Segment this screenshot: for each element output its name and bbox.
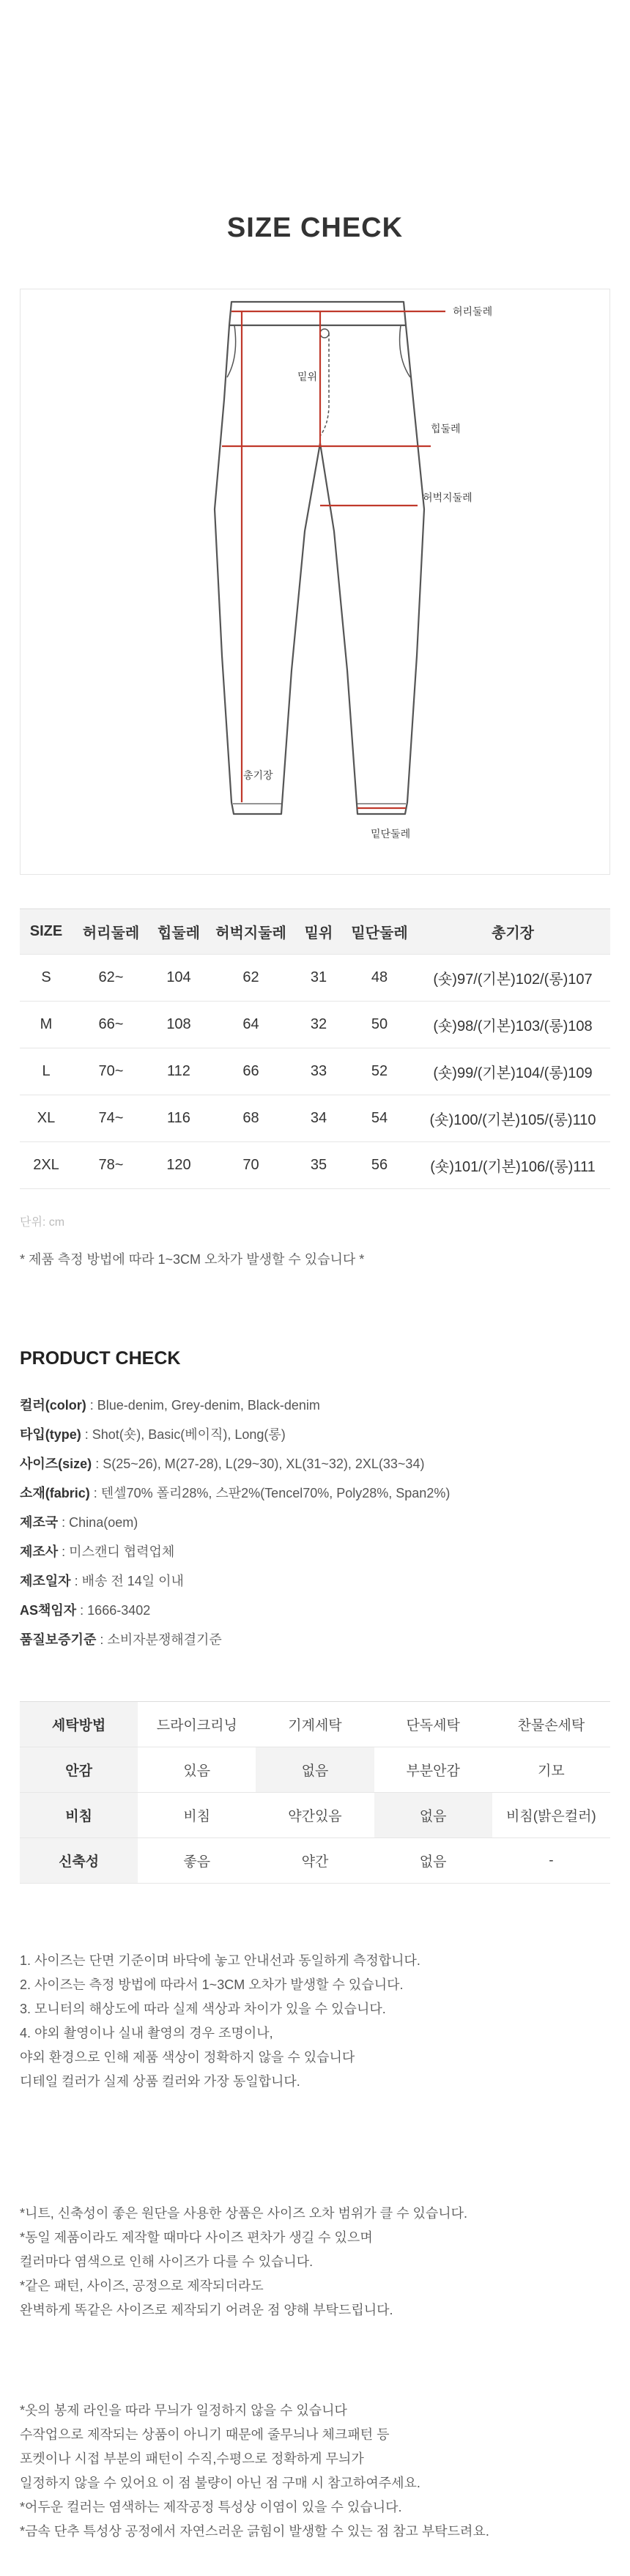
care-cell: 있음 (138, 1747, 256, 1793)
measurement-error-note: * 제품 측정 방법에 따라 1~3CM 오차가 발생할 수 있습니다 * (20, 1252, 365, 1267)
notes-block-3 (20, 2399, 610, 2544)
header-rise: 밑위 (294, 909, 344, 955)
info-value: : Shot(숏), Basic(베이직), Long(롱) (81, 1427, 286, 1442)
note-line: 3. 모니터의 해상도에 따라 실제 색상과 차이가 있을 수 있습니다. (20, 2002, 386, 2016)
size-table-header (20, 909, 610, 955)
cell-length: (숏)101/(기본)106/(롱)111 (415, 1142, 610, 1189)
note-line: 완벽하게 똑같은 사이즈로 제작되기 어려운 점 양해 부탁드립니다. (20, 2303, 393, 2317)
table-row (20, 1142, 610, 1189)
cell-rise: 32 (294, 1002, 344, 1048)
info-row-type (20, 1420, 610, 1449)
cell-hip: 120 (149, 1142, 208, 1189)
care-row-stretch (20, 1838, 610, 1884)
cell-rise: 34 (294, 1095, 344, 1142)
product-info-list (20, 1391, 610, 1654)
table-row (20, 1095, 610, 1142)
cell-hem: 48 (344, 955, 415, 1002)
note-line: *동일 제품이라도 제작할 때마다 사이즈 편차가 생길 수 있으며 (20, 2230, 373, 2245)
header-thigh: 허벅지둘레 (208, 909, 294, 955)
note-line: *니트, 신축성이 좋은 원단을 사용한 상품은 사이즈 오차 범위가 클 수 있습니다. (20, 2206, 468, 2221)
note-line: 디테일 컬러가 실제 상품 컬러와 가장 동일합니다. (20, 2074, 300, 2089)
notes-block-1 (20, 1949, 610, 2094)
table-row (20, 1002, 610, 1048)
cell-size: M (20, 1002, 73, 1048)
label-thigh: 허벅지둘레 (423, 492, 472, 503)
care-cell: 비침 (138, 1793, 256, 1838)
note-line: 컬러마다 염색으로 인해 사이즈가 다를 수 있습니다. (20, 2254, 314, 2269)
label-length: 총기장 (243, 769, 273, 781)
cell-thigh: 62 (208, 955, 294, 1002)
cell-size: XL (20, 1095, 73, 1142)
info-value: : Blue-denim, Grey-denim, Black-denim (86, 1398, 320, 1413)
info-value: : China(oem) (58, 1515, 138, 1530)
cell-hem: 52 (344, 1048, 415, 1095)
care-label: 비침 (20, 1793, 138, 1838)
info-row-manufacturer (20, 1537, 610, 1566)
note-line: *금속 단추 특성상 공정에서 자연스러운 긁힘이 발생할 수 있는 점 참고 부탁드려요. (20, 2524, 489, 2539)
info-value: : 1666-3402 (76, 1603, 151, 1618)
care-cell: - (492, 1838, 610, 1884)
unit-note: 단위: cm (20, 1216, 65, 1229)
note-line: *같은 패턴, 사이즈, 공정으로 제작되더라도 (20, 2279, 264, 2293)
care-cell: 없음 (374, 1838, 492, 1884)
cell-hem: 50 (344, 1002, 415, 1048)
info-label: 사이즈(size) (20, 1457, 92, 1471)
cell-rise: 35 (294, 1142, 344, 1189)
cell-length: (숏)98/(기본)103/(롱)108 (415, 1002, 610, 1048)
info-label: 타입(type) (20, 1427, 81, 1442)
info-row-fabric (20, 1478, 610, 1508)
note-line: 일정하지 않을 수 있어요 이 점 불량이 아닌 점 구매 시 참고하여주세요. (20, 2476, 420, 2490)
cell-hip: 112 (149, 1048, 208, 1095)
note-line: 1. 사이즈는 단면 기준이며 바닥에 놓고 안내선과 동일하게 측정합니다. (20, 1953, 420, 1968)
cell-length: (숏)97/(기본)102/(롱)107 (415, 955, 610, 1002)
cell-rise: 33 (294, 1048, 344, 1095)
note-line: *옷의 봉제 라인을 따라 무늬가 일정하지 않을 수 있습니다 (20, 2403, 347, 2418)
cell-thigh: 70 (208, 1142, 294, 1189)
note-line: *어두운 컬러는 염색하는 제작공정 특성상 이염이 있을 수 있습니다. (20, 2500, 402, 2514)
care-cell-selected: 없음 (256, 1747, 374, 1793)
size-table (20, 908, 610, 1189)
table-row (20, 1048, 610, 1095)
info-value: : 소비자분쟁해결기준 (96, 1632, 222, 1647)
care-cell: 기계세탁 (256, 1702, 374, 1747)
info-label: 제조일자 (20, 1574, 71, 1588)
info-label: AS책임자 (20, 1603, 77, 1618)
header-waist: 허리둘레 (73, 909, 149, 955)
info-label: 품질보증기준 (20, 1632, 97, 1647)
pants-waistband-shape (229, 302, 406, 325)
care-row-seethrough (20, 1793, 610, 1838)
size-diagram (20, 289, 610, 875)
info-value: : S(25~26), M(27-28), L(29~30), XL(31~32), 2XL(33~34) (92, 1457, 425, 1471)
info-row-size (20, 1449, 610, 1478)
info-row-quality (20, 1625, 610, 1654)
care-cell: 기모 (492, 1747, 610, 1793)
info-value: : 텐셀70% 폴리28%, 스판2%(Tencel70%, Poly28%, Span2%) (89, 1486, 451, 1500)
info-label: 제조국 (20, 1515, 59, 1530)
header-size: SIZE (20, 909, 73, 955)
info-value: : 배송 전 14일 이내 (70, 1574, 184, 1588)
care-table (20, 1701, 610, 1884)
cell-length: (숏)100/(기본)105/(롱)110 (415, 1095, 610, 1142)
info-row-as (20, 1596, 610, 1625)
care-cell: 찬물손세탁 (492, 1702, 610, 1747)
cell-thigh: 68 (208, 1095, 294, 1142)
care-cell-selected: 없음 (374, 1793, 492, 1838)
care-cell: 약간 (256, 1838, 374, 1884)
info-label: 제조사 (20, 1544, 59, 1559)
care-cell: 비침(밝은컬러) (492, 1793, 610, 1838)
product-check-title: PRODUCT CHECK (20, 1348, 181, 1369)
cell-hem: 56 (344, 1142, 415, 1189)
header-length: 총기장 (415, 909, 610, 955)
info-value: : 미스캔디 협력업체 (58, 1544, 175, 1559)
info-row-color (20, 1391, 610, 1420)
note-line: 2. 사이즈는 측정 방법에 따라서 1~3CM 오차가 발생할 수 있습니다. (20, 1977, 404, 1992)
cell-waist: 62~ (73, 955, 149, 1002)
cell-waist: 74~ (73, 1095, 149, 1142)
label-waist: 허리둘레 (453, 306, 493, 317)
size-check-title: SIZE CHECK (226, 212, 404, 243)
cell-size: S (20, 955, 73, 1002)
label-rise: 밑위 (297, 371, 318, 382)
info-row-date (20, 1566, 610, 1596)
header-hip: 힙둘레 (149, 909, 208, 955)
pants-diagram (21, 289, 609, 874)
care-cell: 부분안감 (374, 1747, 492, 1793)
cell-rise: 31 (294, 955, 344, 1002)
label-hem: 밑단둘레 (371, 828, 411, 840)
cell-size: 2XL (20, 1142, 73, 1189)
care-cell: 약간있음 (256, 1793, 374, 1838)
cell-thigh: 64 (208, 1002, 294, 1048)
cell-hem: 54 (344, 1095, 415, 1142)
cell-size: L (20, 1048, 73, 1095)
care-row-wash (20, 1702, 610, 1747)
table-row (20, 955, 610, 1002)
care-cell: 드라이크리닝 (138, 1702, 256, 1747)
care-cell: 좋음 (138, 1838, 256, 1884)
cell-waist: 78~ (73, 1142, 149, 1189)
info-row-country (20, 1508, 610, 1537)
care-cell: 단독세탁 (374, 1702, 492, 1747)
care-row-lining (20, 1747, 610, 1793)
header-hem: 밑단둘레 (344, 909, 415, 955)
note-line: 수작업으로 제작되는 상품이 아니기 때문에 줄무늬나 체크패턴 등 (20, 2427, 390, 2442)
care-label: 세탁방법 (20, 1702, 138, 1747)
label-hip: 힙둘레 (431, 423, 461, 434)
care-label: 안감 (20, 1747, 138, 1793)
cell-hip: 108 (149, 1002, 208, 1048)
note-line: 포켓이나 시접 부분의 패턴이 수직,수평으로 정확하게 무늬가 (20, 2451, 364, 2466)
info-label: 컬러(color) (20, 1398, 86, 1413)
info-label: 소재(fabric) (20, 1486, 90, 1500)
note-line: 야외 환경으로 인해 제품 색상이 정확하지 않을 수 있습니다 (20, 2050, 355, 2065)
cell-thigh: 66 (208, 1048, 294, 1095)
cell-length: (숏)99/(기본)104/(롱)109 (415, 1048, 610, 1095)
note-line: 4. 야외 촬영이나 실내 촬영의 경우 조명이나, (20, 2026, 273, 2040)
cell-hip: 116 (149, 1095, 208, 1142)
cell-hip: 104 (149, 955, 208, 1002)
care-label: 신축성 (20, 1838, 138, 1884)
cell-waist: 66~ (73, 1002, 149, 1048)
cell-waist: 70~ (73, 1048, 149, 1095)
button-icon (320, 329, 329, 338)
notes-block-2 (20, 2202, 610, 2323)
